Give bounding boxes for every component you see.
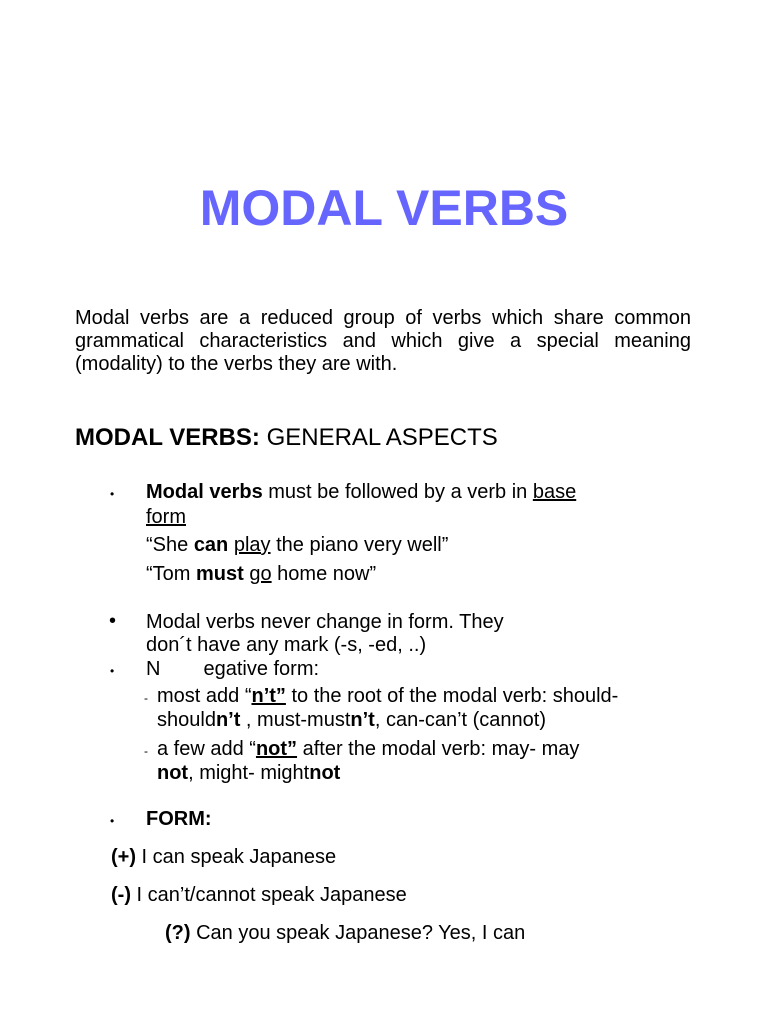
bullet-dot: • xyxy=(109,610,117,632)
bullet1-line2 xyxy=(146,506,186,529)
ex1-post: the piano very well” xyxy=(270,534,449,556)
sub2-line1 xyxy=(157,738,579,761)
sub1-l2-pre: should xyxy=(157,709,216,731)
sub1-post: to the root of the modal verb: should- xyxy=(285,685,619,707)
form-label xyxy=(146,808,212,831)
sub2-l2-b2: not xyxy=(309,762,341,784)
section-heading-bold: MODAL VERBS: xyxy=(75,424,260,451)
sub1-line1 xyxy=(157,685,618,708)
ex2-post: home now” xyxy=(271,563,377,585)
form-label-text: FORM: xyxy=(146,808,212,830)
form-negative xyxy=(111,884,407,907)
sub1-l2-b2: n’t xyxy=(350,709,375,731)
section-heading-rest: GENERAL ASPECTS xyxy=(259,424,498,451)
sub1-bold: n’t” xyxy=(251,685,286,707)
form-negative-sign: (-) xyxy=(111,884,131,906)
sub2-l2-b1: not xyxy=(157,762,189,784)
ex2-bold: must xyxy=(196,563,244,585)
sub2-l2-mid: , might- might xyxy=(188,762,310,784)
bullet1-underline-base: base xyxy=(532,481,577,503)
bullet1-example1 xyxy=(146,534,448,557)
sub1-l2-b1: n’t xyxy=(215,709,241,731)
sub2-post: after the modal verb: may- may xyxy=(297,738,580,760)
bullet1-text: must be followed by a verb in xyxy=(262,481,533,503)
bullet2-line2: don´t have any mark (-s, -ed, ..) xyxy=(146,634,427,656)
bullet2-line1: Modal verbs never change in form. They xyxy=(146,611,504,633)
sub2-bold: not” xyxy=(255,738,298,760)
bullet-dot: • xyxy=(110,814,115,828)
form-positive-sign: (+) xyxy=(111,846,136,868)
bullet3-rest: egative form: xyxy=(203,658,320,680)
bullet1-bold: Modal verbs xyxy=(146,481,263,503)
form-positive-text: I can speak Japanese xyxy=(136,846,337,868)
bullet3-line xyxy=(146,658,319,681)
bullet3-n: N xyxy=(146,658,161,680)
form-question xyxy=(165,922,525,945)
dash-marker: - xyxy=(144,691,148,705)
ex2-underline: go xyxy=(249,563,272,585)
form-question-sign: (?) xyxy=(165,922,191,944)
page-title: MODAL VERBS xyxy=(199,180,569,236)
sub1-l2-post: , can-can’t (cannot) xyxy=(374,709,547,731)
sub1-l2-mid: , must-must xyxy=(240,709,351,731)
form-negative-text: I can’t/cannot speak Japanese xyxy=(130,884,407,906)
form-question-text: Can you speak Japanese? Yes, I can xyxy=(190,922,526,944)
sub1-pre: most add “ xyxy=(157,685,252,707)
intro-paragraph: Modal verbs are a reduced group of verbs which share common grammatical characteristics and which give a special meaning (modality) to the verbs they are with. xyxy=(75,307,691,375)
ex1-pre: “She xyxy=(146,534,194,556)
bullet1-underline-form: form xyxy=(146,506,186,528)
sub2-line2 xyxy=(157,762,340,785)
bullet-dot: • xyxy=(110,664,115,678)
ex1-bold: can xyxy=(193,534,229,556)
sub2-pre: a few add “ xyxy=(157,738,256,760)
bullet1-line1 xyxy=(146,481,576,504)
form-positive xyxy=(111,846,336,869)
dash-marker: - xyxy=(144,744,148,758)
bullet1-example2 xyxy=(146,563,376,586)
bullet-dot: • xyxy=(110,487,115,501)
ex1-underline: play xyxy=(233,534,271,556)
ex2-pre: “Tom xyxy=(146,563,196,585)
sub1-line2 xyxy=(157,709,546,732)
section-heading xyxy=(75,424,498,452)
